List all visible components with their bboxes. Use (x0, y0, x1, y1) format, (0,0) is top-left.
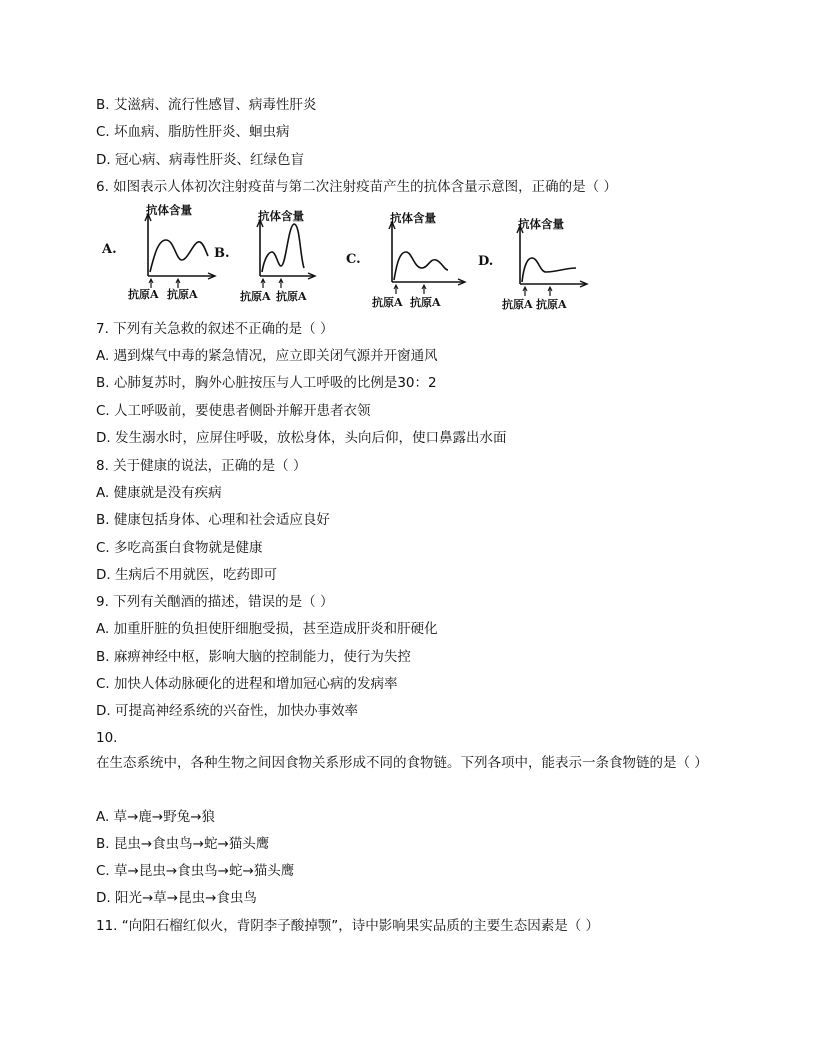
figure-d-antigen-1: 抗原A (502, 298, 533, 311)
question-11: 11. “向阳石榴红似火，背阴李子酸掉颚”，诗中影响果实品质的主要生态因素是（ ） (96, 918, 600, 934)
option-a-q8: A. 健康就是没有疾病 (96, 485, 222, 501)
question-6: 6. 如图表示人体初次注射疫苗与第二次注射疫苗产生的抗体含量示意图，正确的是（ ） (96, 179, 617, 195)
figure-option-b (214, 196, 324, 316)
figure-a-antigen-1: 抗原A (128, 288, 159, 301)
figure-d-axis-title: 抗体含量 (518, 217, 564, 231)
option-c-q10: C. 草→昆虫→食虫鸟→蛇→猫头鹰 (96, 863, 295, 879)
option-a-q9: A. 加重肝脏的负担使肝细胞受损，甚至造成肝炎和肝硬化 (96, 621, 438, 637)
figure-option-d (476, 196, 596, 316)
figure-option-a-letter: A. (102, 242, 117, 257)
option-c-q8: C. 多吃高蛋白食物就是健康 (96, 540, 263, 556)
option-a-q7: A. 遇到煤气中毒的紧急情况，应立即关闭气源并开窗通风 (96, 348, 438, 364)
figure-option-b-letter: B. (214, 246, 230, 261)
option-b-q9: B. 麻痹神经中枢，影响大脑的控制能力，使行为失控 (96, 649, 411, 665)
question-7: 7. 下列有关急救的叙述不正确的是（ ） (96, 321, 334, 337)
option-b-q10: B. 昆虫→食虫鸟→蛇→猫头鹰 (96, 836, 270, 852)
figure-c-antigen-2: 抗原A (410, 296, 441, 309)
option-b-q7: B. 心肺复苏时，胸外心脏按压与人工呼吸的比例是30：2 (96, 375, 437, 391)
question-10: 在生态系统中，各种生物之间因食物关系形成不同的食物链。下列各项中，能表示一条食物链的是（ ） (96, 755, 708, 771)
question-8: 8. 关于健康的说法，正确的是（ ） (96, 458, 307, 474)
figure-b-axis-title: 抗体含量 (258, 209, 304, 223)
figure-c-axis-title: 抗体含量 (390, 211, 436, 225)
option-d-q10: D. 阳光→草→昆虫→食虫鸟 (96, 890, 257, 906)
question-9: 9. 下列有关酗酒的描述，错误的是（ ） (96, 594, 334, 610)
figure-b-antigen-1: 抗原A (240, 290, 271, 303)
option-d-q8: D. 生病后不用就医，吃药即可 (96, 567, 277, 583)
option-a-q10: A. 草→鹿→野兔→狼 (96, 809, 216, 825)
option-c-q9: C. 加快人体动脉硬化的进程和增加冠心病的发病率 (96, 676, 398, 692)
option-c-q5: C. 坏血病、脂肪性肝炎、蛔虫病 (96, 124, 290, 140)
figure-d-antigen-2: 抗原A (536, 298, 567, 311)
option-c-q7: C. 人工呼吸前，要使患者侧卧并解开患者衣领 (96, 403, 371, 419)
figure-b-antigen-2: 抗原A (276, 290, 307, 303)
option-d-q5: D. 冠心病、病毒性肝炎、红绿色盲 (96, 152, 304, 168)
option-b-q5: B. 艾滋病、流行性感冒、病毒性肝炎 (96, 97, 317, 113)
figure-option-c (344, 196, 474, 316)
figure-option-a (96, 196, 216, 316)
figure-a-antigen-2: 抗原A (167, 288, 198, 301)
figure-option-d-letter: D. (478, 254, 494, 269)
figure-a-axis-title: 抗体含量 (146, 203, 192, 217)
figure-option-c-letter: C. (346, 252, 361, 267)
question-10-number: 10. (96, 730, 118, 746)
option-d-q9: D. 可提高神经系统的兴奋性，加快办事效率 (96, 703, 358, 719)
figure-c-antigen-1: 抗原A (372, 296, 403, 309)
option-d-q7: D. 发生溺水时，应屏住呼吸，放松身体，头向后仰，使口鼻露出水面 (96, 430, 507, 446)
antibody-figure (96, 196, 596, 316)
option-b-q8: B. 健康包括身体、心理和社会适应良好 (96, 512, 330, 528)
figure-c-plot (344, 196, 474, 316)
